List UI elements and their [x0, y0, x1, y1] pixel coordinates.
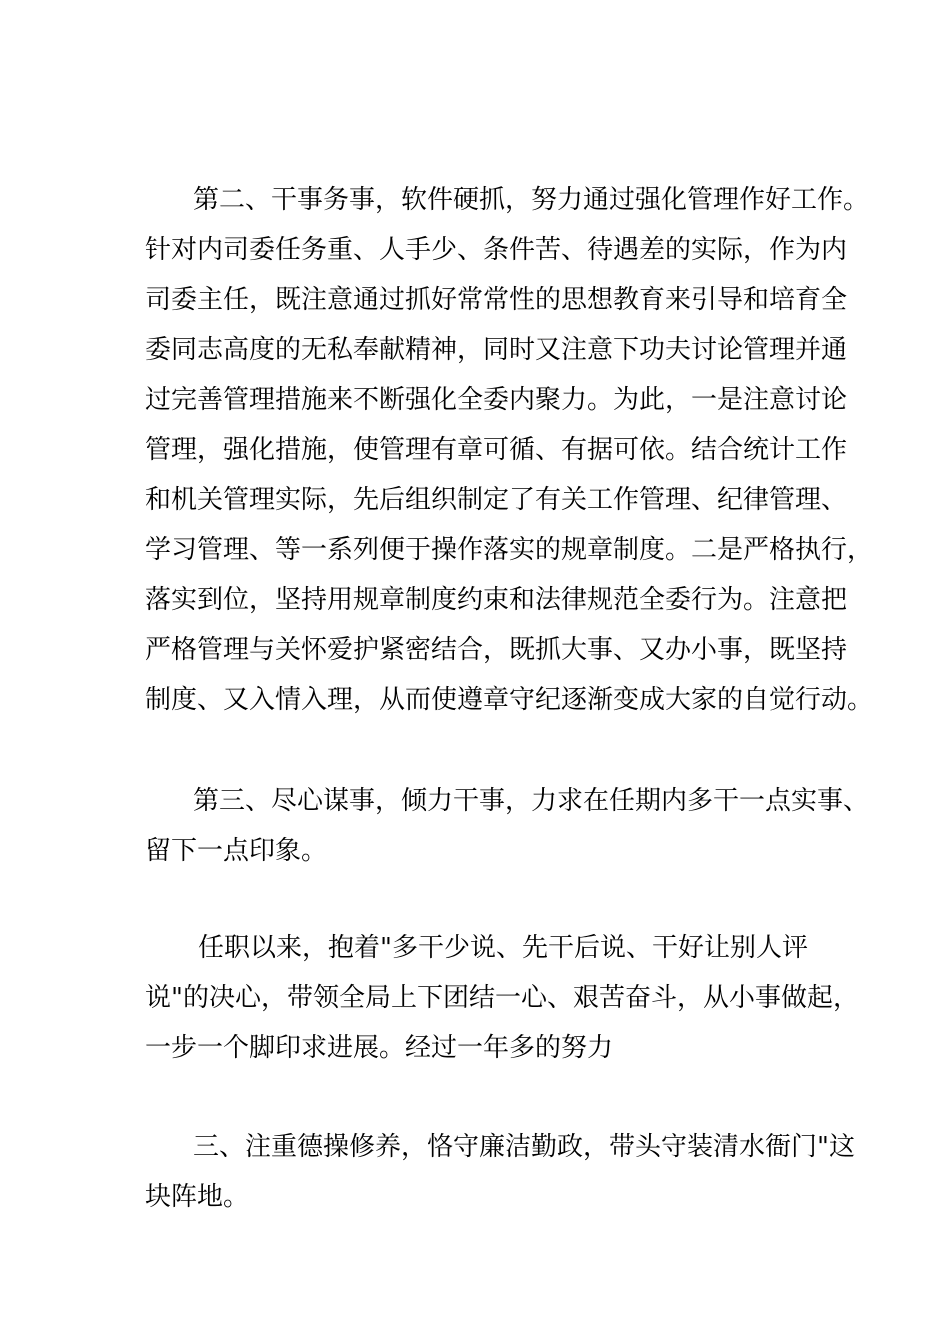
paragraph-2-line-1: 第三、尽心谋事，倾力干事，力求在任期内多干一点实事、	[193, 786, 870, 816]
paragraph-3-line-3: 一步一个脚印求进展。经过一年多的努力	[145, 1033, 614, 1063]
paragraph-4-line-2: 块阵地。	[145, 1182, 250, 1212]
paragraph-1-line-4: 委同志高度的无私奉献精神，同时又注意下功夫讨论管理并通	[145, 335, 848, 365]
paragraph-3-line-1: 任职以来，抱着"多干少说、先干后说、干好让别人评	[198, 933, 808, 963]
paragraph-1-line-11: 制度、又入情入理，从而使遵章守纪逐渐变成大家的自觉行动。	[145, 685, 874, 715]
paragraph-1-line-7: 和机关管理实际，先后组织制定了有关工作管理、纪律管理、	[145, 485, 848, 515]
paragraph-1-line-3: 司委主任，既注意通过抓好常常性的思想教育来引导和培育全	[145, 285, 848, 315]
paragraph-3-line-2: 说"的决心，带领全局上下团结一心、艰苦奋斗，从小事做起，	[145, 983, 859, 1013]
paragraph-1-line-10: 严格管理与关怀爱护紧密结合，既抓大事、又办小事，既坚持	[145, 635, 848, 665]
paragraph-1-line-8: 学习管理、等一系列便于操作落实的规章制度。二是严格执行，	[145, 535, 874, 565]
paragraph-1-line-2: 针对内司委任务重、人手少、条件苦、待遇差的实际，作为内	[145, 235, 848, 265]
paragraph-2-line-2: 留下一点印象。	[145, 836, 328, 866]
paragraph-1-line-1: 第二、干事务事，软件硬抓，努力通过强化管理作好工作。	[193, 185, 870, 215]
paragraph-1-line-5: 过完善管理措施来不断强化全委内聚力。为此，一是注意讨论	[145, 385, 848, 415]
paragraph-1-line-9: 落实到位，坚持用规章制度约束和法律规范全委行为。注意把	[145, 585, 848, 615]
paragraph-4-line-1: 三、注重德操修养，恪守廉洁勤政，带头守装清水衙门"这	[193, 1132, 855, 1162]
paragraph-1-line-6: 管理，强化措施，使管理有章可循、有据可依。结合统计工作	[145, 435, 848, 465]
